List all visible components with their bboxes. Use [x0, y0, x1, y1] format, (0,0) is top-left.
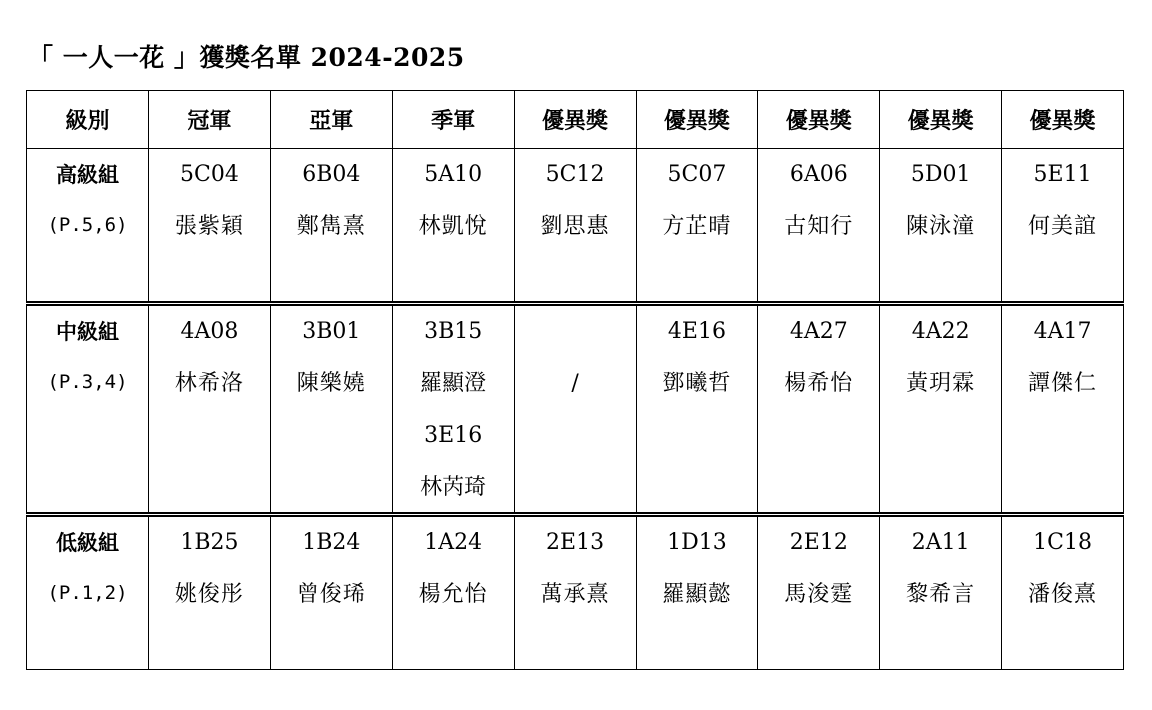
winner-cell	[149, 515, 271, 670]
student-name: 楊希怡	[784, 371, 854, 396]
student-name: 林凱悅	[418, 214, 488, 239]
student-name: 林芮琦	[420, 475, 487, 500]
winner-cell-shared	[392, 304, 514, 515]
class-code: 5A10	[424, 162, 483, 187]
class-code: 3B15	[424, 319, 483, 344]
winner-cell	[636, 149, 758, 304]
header-level: 級別	[27, 91, 149, 149]
header-merit-2: 優異獎	[636, 91, 758, 149]
class-code: 1D13	[667, 530, 727, 555]
header-second-runner-up: 季軍	[392, 91, 514, 149]
header-row	[27, 91, 1124, 149]
student-name: 林希洛	[174, 371, 244, 396]
student-name: 黎希言	[906, 582, 976, 607]
level-name: 高級組	[56, 162, 119, 187]
winner-cell	[1002, 149, 1124, 304]
student-name: 陳樂嬈	[296, 371, 366, 396]
table-row-middle	[27, 304, 1124, 515]
header-merit-5: 優異獎	[1002, 91, 1124, 149]
winner-cell	[392, 515, 514, 670]
header-first-runner-up: 亞軍	[270, 91, 392, 149]
winner-cell	[758, 515, 880, 670]
class-code: 5C12	[545, 162, 605, 187]
winner-cell	[636, 515, 758, 670]
empty-award-cell	[514, 304, 636, 515]
class-code: 4A27	[789, 319, 848, 344]
header-merit-4: 優異獎	[880, 91, 1002, 149]
level-grades: (P.1,2)	[47, 582, 128, 604]
student-name: 鄧曦哲	[662, 371, 732, 396]
class-code: 1A24	[424, 530, 483, 555]
winner-cell	[636, 304, 758, 515]
student-name: 何美誼	[1028, 214, 1098, 239]
student-name: 馬浚霆	[784, 582, 854, 607]
class-code: 1C18	[1033, 530, 1092, 555]
level-grades: (P.3,4)	[47, 371, 128, 393]
class-code: 5E11	[1033, 162, 1092, 187]
student-name: 古知行	[784, 214, 854, 239]
class-code: 3B01	[302, 319, 361, 344]
class-code: 6B04	[302, 162, 361, 187]
student-name: 潘俊熹	[1028, 582, 1098, 607]
winner-cell	[880, 304, 1002, 515]
level-name: 低級組	[56, 530, 119, 555]
level-cell	[27, 149, 149, 304]
winner-cell	[1002, 304, 1124, 515]
awards-table	[26, 90, 1124, 670]
winner-cell	[880, 515, 1002, 670]
table-row-senior	[27, 149, 1124, 304]
winner-cell	[758, 304, 880, 515]
student-name: 陳泳潼	[906, 214, 976, 239]
student-name: 鄭雋熹	[296, 214, 366, 239]
student-name: 黃玥霖	[906, 371, 976, 396]
winner-cell	[758, 149, 880, 304]
class-code: 5D01	[910, 162, 971, 187]
empty-marker: /	[571, 371, 579, 396]
class-code: 2A11	[911, 530, 970, 555]
winner-cell	[514, 515, 636, 670]
winner-cell	[270, 149, 392, 304]
document-title: 「 一人一花 」獲獎名單 2024-2025	[28, 43, 465, 72]
class-code: 1B25	[180, 530, 239, 555]
student-name: 譚傑仁	[1028, 371, 1098, 396]
student-name: 方芷晴	[662, 214, 732, 239]
student-name: 楊允怡	[418, 582, 488, 607]
student-name: 羅顯懿	[662, 582, 732, 607]
student-name: 劉思惠	[540, 214, 610, 239]
class-code: 4A08	[180, 319, 239, 344]
class-code: 5C04	[180, 162, 239, 187]
winner-cell	[270, 515, 392, 670]
level-cell	[27, 515, 149, 670]
winner-cell	[270, 304, 392, 515]
class-code: 1B24	[302, 530, 361, 555]
level-name: 中級組	[56, 319, 119, 344]
level-grades: (P.5,6)	[47, 214, 128, 236]
class-code: 4E16	[667, 319, 726, 344]
table-row-junior	[27, 515, 1124, 670]
header-champion: 冠軍	[149, 91, 271, 149]
winner-cell	[392, 149, 514, 304]
winner-cell	[880, 149, 1002, 304]
header-merit-1: 優異獎	[514, 91, 636, 149]
header-merit-3: 優異獎	[758, 91, 880, 149]
student-name: 萬承熹	[540, 582, 610, 607]
class-code: 3E16	[424, 423, 483, 448]
student-name: 羅顯澄	[420, 371, 487, 396]
level-cell	[27, 304, 149, 515]
winner-cell	[514, 149, 636, 304]
class-code: 2E12	[789, 530, 848, 555]
student-name: 曾俊琋	[296, 582, 366, 607]
student-name: 張紫穎	[174, 214, 244, 239]
class-code: 4A17	[1033, 319, 1092, 344]
winner-cell	[149, 304, 271, 515]
class-code: 5C07	[667, 162, 727, 187]
class-code: 4A22	[911, 319, 970, 344]
class-code: 6A06	[789, 162, 848, 187]
class-code: 2E13	[546, 530, 605, 555]
winner-cell	[1002, 515, 1124, 670]
student-name: 姚俊彤	[174, 582, 244, 607]
winner-cell	[149, 149, 271, 304]
